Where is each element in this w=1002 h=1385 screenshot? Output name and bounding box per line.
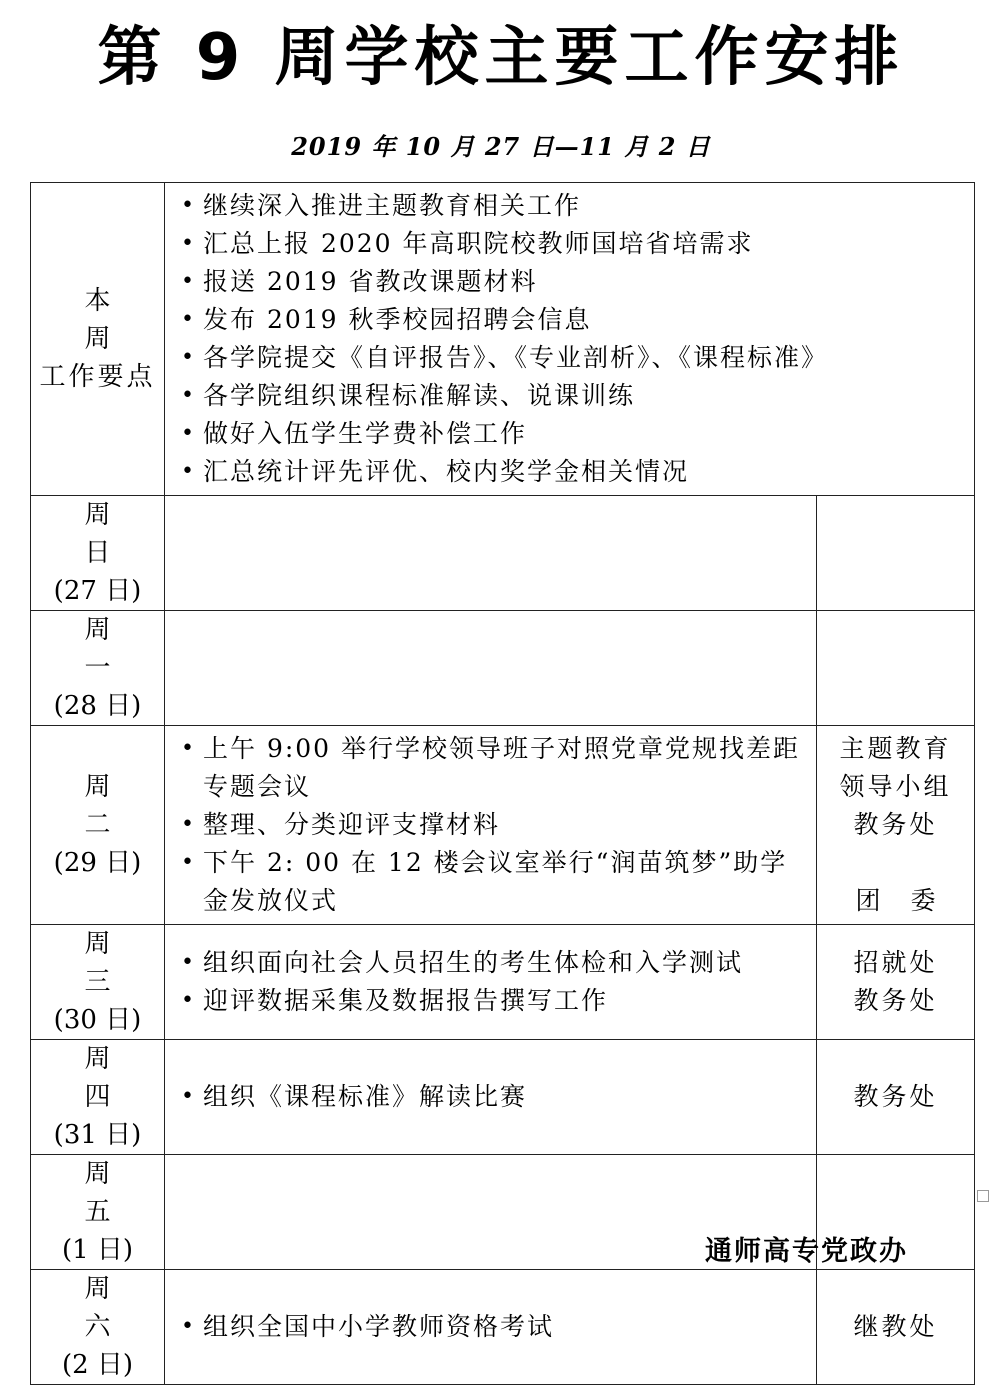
day-name: 周四: [84, 1044, 139, 1112]
day-items: [165, 496, 817, 611]
list-item: • 报送 2019 省教改课题材料: [179, 263, 968, 301]
day-cell: [31, 726, 165, 925]
week-label-line2: 工作要点: [39, 362, 156, 392]
day-date: (28 日): [53, 691, 142, 721]
list-item: • 发布 2019 秋季校园招聘会信息: [179, 301, 968, 339]
day-items: [165, 1040, 817, 1155]
week-summary-label: [31, 183, 165, 496]
day-cell: [31, 925, 165, 1040]
table-row: [31, 496, 975, 611]
day-cell: [31, 1155, 165, 1270]
list-item: • 继续深入推进主题教育相关工作: [179, 187, 968, 225]
list-item: • 迎评数据采集及数据报告撰写工作: [179, 982, 810, 1020]
list-item: • 做好入伍学生学费补偿工作: [179, 415, 968, 453]
day-name: 周五: [84, 1159, 139, 1227]
day-cell: [31, 1040, 165, 1155]
day-date: (30 日): [53, 1005, 142, 1035]
day-name: 周六: [84, 1274, 139, 1342]
dept-label: 继教处: [853, 1312, 938, 1341]
day-depts: [817, 1040, 975, 1155]
day-items: [165, 611, 817, 726]
checkbox-marker: [977, 1190, 989, 1202]
list-item: • 下午 2: 00 在 12 楼会议室举行“润苗筑梦”助学金发放仪式: [179, 844, 810, 920]
week-label-line1: 本周: [84, 286, 151, 354]
list-item: • 整理、分类迎评支撑材料: [179, 806, 810, 844]
day-depts: [817, 496, 975, 611]
day-cell: [31, 496, 165, 611]
date-range: 2019 年 10 月 27 日—11 月 2 日: [291, 132, 711, 161]
day-depts: [817, 925, 975, 1040]
dept-label: 领导小组: [839, 772, 952, 801]
day-date: (2 日): [61, 1350, 134, 1380]
dept-gap: [817, 844, 974, 882]
page-title: 第 9 周学校主要工作安排: [97, 21, 905, 95]
dept-label: 教务处: [853, 1082, 938, 1111]
day-items: [165, 726, 817, 925]
dept-label: 团委: [855, 886, 966, 915]
list-item: • 各学院提交《自评报告》、《专业剖析》、《课程标准》: [179, 339, 968, 377]
dept-label: 招就处: [853, 948, 938, 977]
week-summary-items: [165, 183, 975, 496]
day-date: (1 日): [61, 1235, 134, 1265]
week-summary-row: [31, 183, 975, 496]
day-date: (27 日): [53, 576, 142, 606]
day-items: [165, 925, 817, 1040]
dept-label: 主题教育: [839, 734, 952, 763]
list-item: • 汇总统计评先评优、校内奖学金相关情况: [179, 453, 968, 491]
table-row: [31, 726, 975, 925]
list-item: • 汇总上报 2020 年高职院校教师国培省培需求: [179, 225, 968, 263]
day-name: 周三: [84, 929, 139, 997]
day-date: (31 日): [53, 1120, 142, 1150]
day-name: 周一: [84, 615, 139, 683]
day-depts: [817, 726, 975, 925]
list-item: • 组织面向社会人员招生的考生体检和入学测试: [179, 944, 810, 982]
list-item: • 组织《课程标准》解读比赛: [179, 1078, 810, 1116]
list-item: • 上午 9:00 举行学校领导班子对照党章党规找差距专题会议: [179, 730, 810, 806]
day-cell: [31, 611, 165, 726]
table-row: [31, 925, 975, 1040]
day-date: (29 日): [53, 848, 142, 878]
day-depts: [817, 611, 975, 726]
table-row: [31, 1040, 975, 1155]
list-item: • 各学院组织课程标准解读、说课训练: [179, 377, 968, 415]
day-name: 周日: [84, 500, 139, 568]
dept-label: 教务处: [853, 986, 938, 1015]
table-row: [31, 611, 975, 726]
dept-label: 教务处: [853, 810, 938, 839]
footer-signature: 通师高专党政办: [705, 1236, 908, 1267]
schedule-table: [30, 182, 975, 1385]
day-name: 周二: [84, 772, 139, 840]
list-item: • 组织全国中小学教师资格考试: [179, 1308, 810, 1346]
